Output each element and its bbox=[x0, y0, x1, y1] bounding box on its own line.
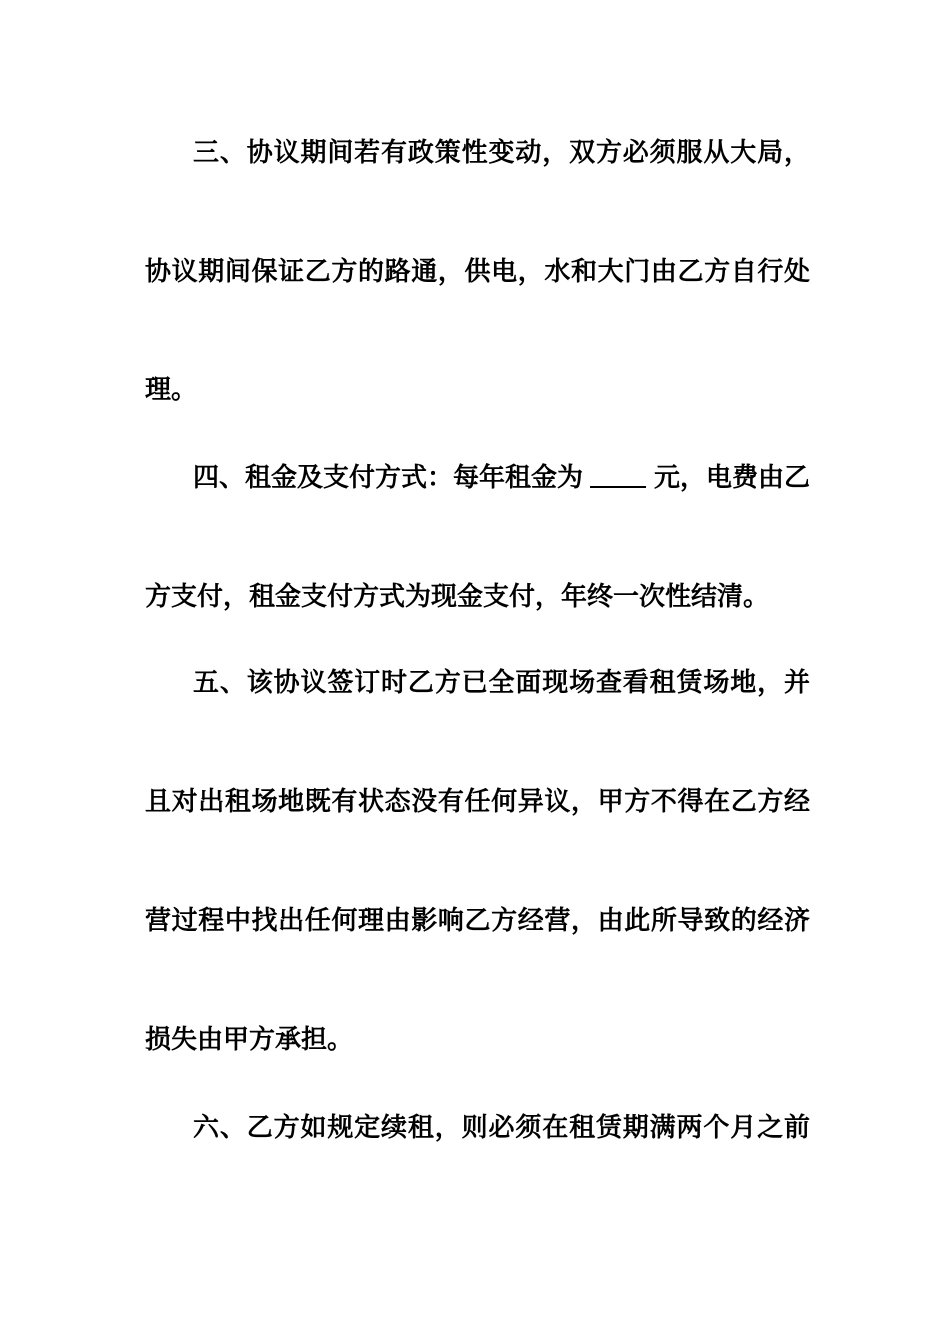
paragraph-6-line-1 bbox=[193, 1108, 810, 1148]
text-line: 损失由甲方承担。 bbox=[145, 1025, 354, 1055]
text-line: 且对出租场地既有状态没有任何异议，甲方不得在乙方经 bbox=[145, 787, 810, 817]
text-line: 营过程中找出任何理由影响乙方经营，由此所导致的经济 bbox=[145, 906, 810, 936]
paragraph-3-line-3 bbox=[145, 370, 810, 410]
paragraph-5-line-1 bbox=[193, 663, 810, 703]
paragraph-5-line-3 bbox=[145, 901, 810, 941]
text-line: 理。 bbox=[145, 375, 198, 405]
text-line: 协议期间保证乙方的路通，供电，水和大门由乙方自行处 bbox=[145, 257, 810, 287]
paragraph-4-line-1 bbox=[193, 458, 810, 498]
rent-text-after-blank: 元，电费由乙 bbox=[653, 463, 810, 493]
rent-line bbox=[193, 458, 810, 498]
paragraph-5-line-4 bbox=[145, 1020, 810, 1060]
text-line: 三、协议期间若有政策性变动，双方必须服从大局， bbox=[193, 138, 810, 168]
paragraph-4-line-2 bbox=[145, 577, 810, 617]
text-line: 方支付，租金支付方式为现金支付，年终一次性结清。 bbox=[145, 582, 770, 612]
paragraph-5-line-2 bbox=[145, 782, 810, 822]
rent-text-before-blank: 四、租金及支付方式：每年租金为 bbox=[193, 463, 584, 493]
text-line: 五、该协议签订时乙方已全面现场查看租赁场地，并 bbox=[193, 668, 810, 698]
paragraph-3-line-1 bbox=[193, 133, 810, 173]
rent-amount-blank bbox=[590, 458, 646, 488]
text-line: 六、乙方如规定续租，则必须在租赁期满两个月之前 bbox=[193, 1113, 810, 1143]
paragraph-3-line-2 bbox=[145, 252, 810, 292]
